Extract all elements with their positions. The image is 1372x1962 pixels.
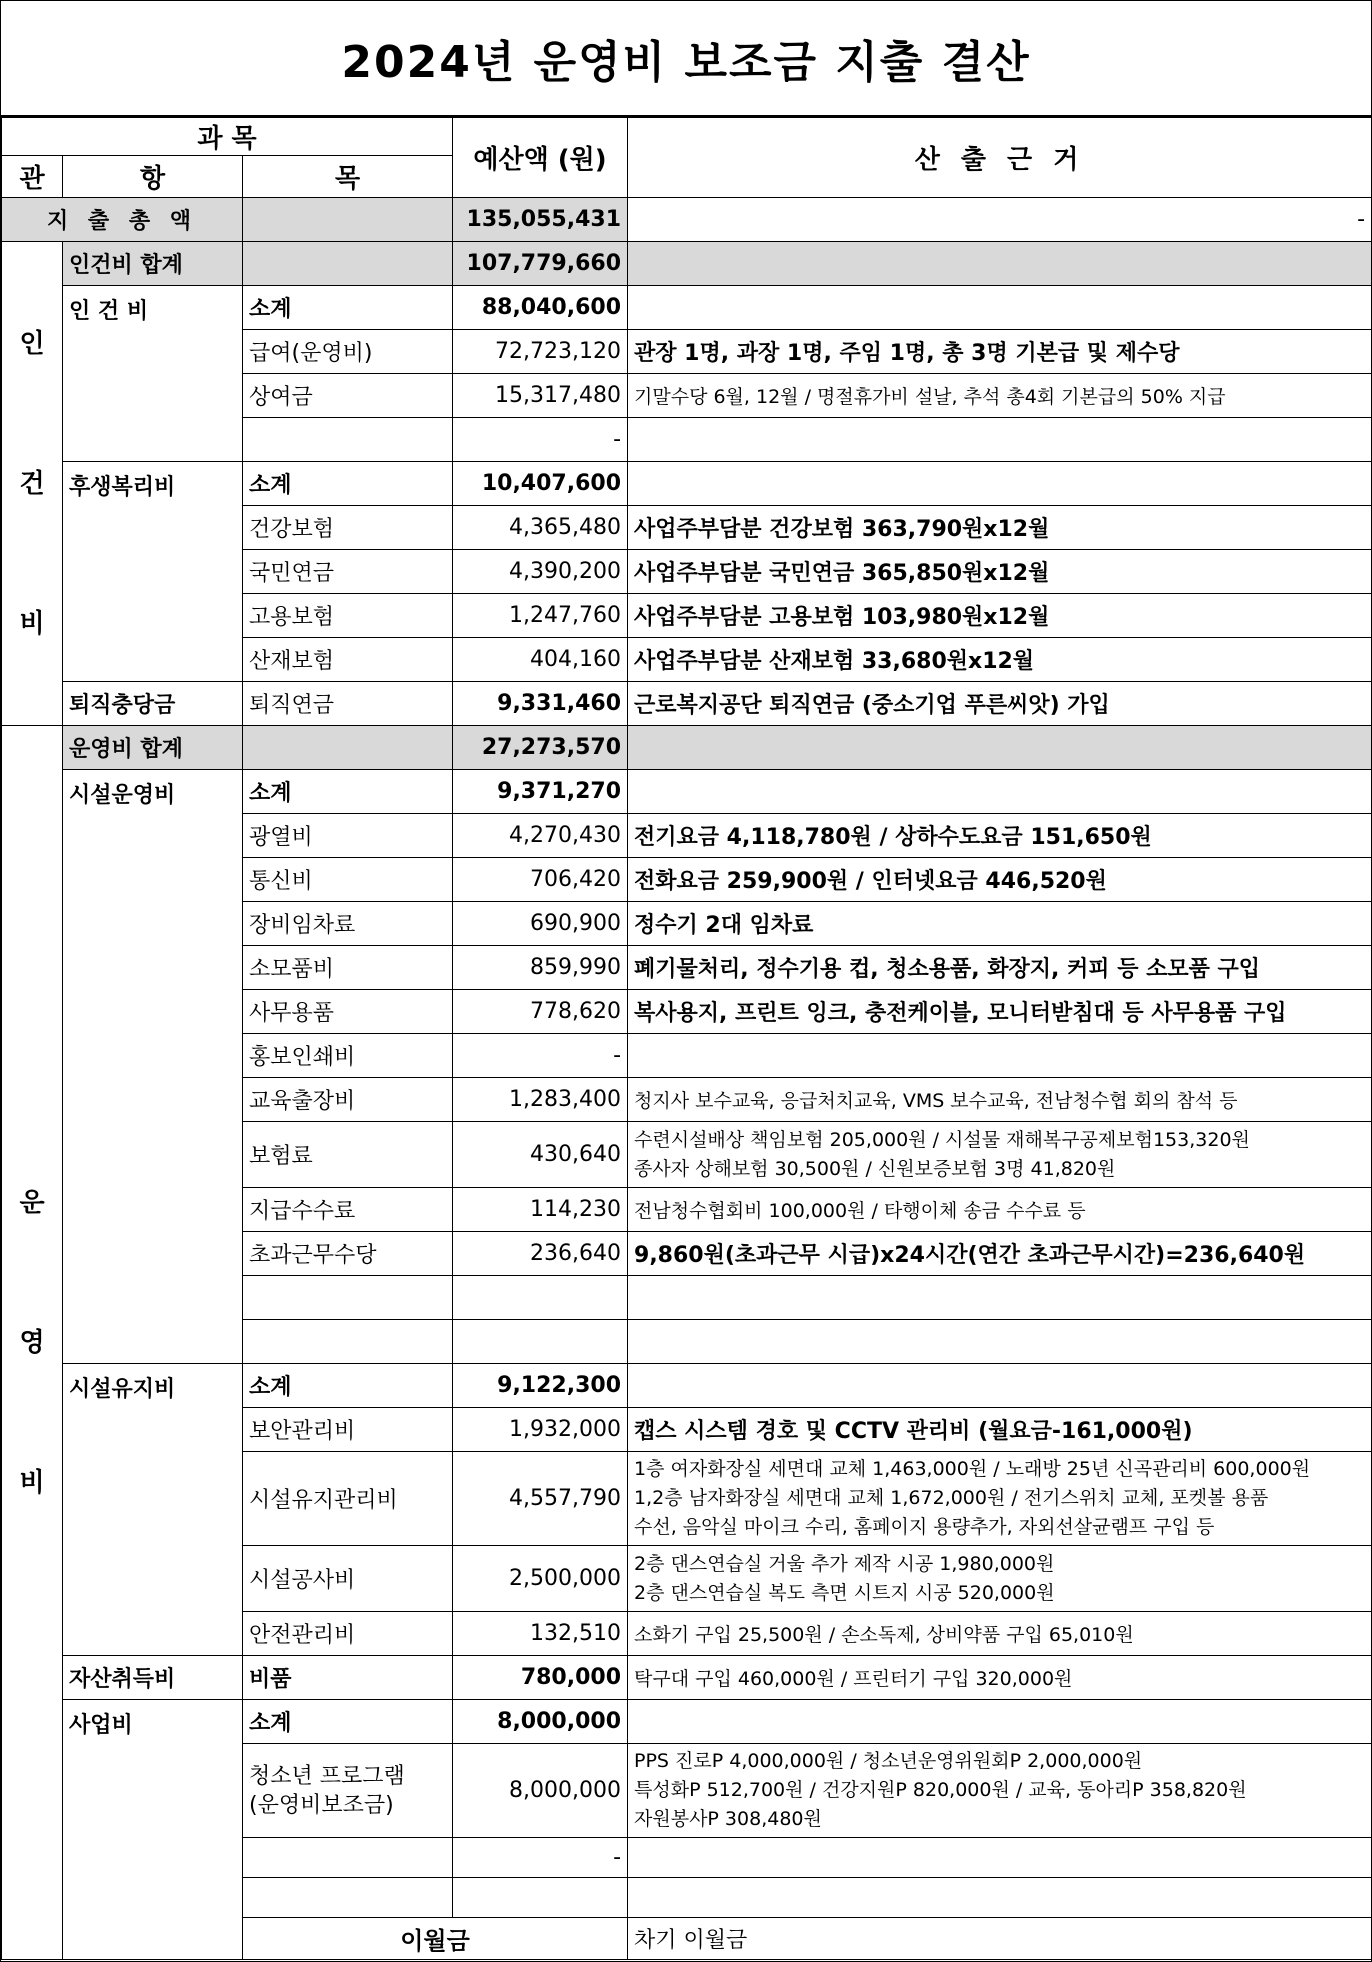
table-row: 상여금 15,317,480 기말수당 6월, 12월 / 명절휴가비 설날, 추석 총4회 기본급의 50% 지급 bbox=[2, 374, 1372, 418]
table-row: 장비임차료 690,900 정수기 2대 임차료 bbox=[2, 902, 1372, 946]
table-row: 홍보인쇄비 - bbox=[2, 1034, 1372, 1078]
table-row: 지급수수료 114,230 전남청수협회비 100,000원 / 타행이체 송금 수수료 등 bbox=[2, 1188, 1372, 1232]
header-basis: 산 출 근 거 bbox=[628, 118, 1372, 198]
group-personnel: 인 건 비 bbox=[2, 242, 63, 726]
table-row: - bbox=[2, 1838, 1372, 1878]
total-row bbox=[2, 198, 1372, 242]
header-budget: 예산액 (원) bbox=[453, 118, 628, 198]
hang-facility-maint: 시설유지비 bbox=[63, 1364, 243, 1656]
operation-total-label: 운영비 합계 bbox=[63, 726, 243, 770]
table-row: 안전관리비 132,510 소화기 구입 25,500원 / 손소독제, 상비약품 구입 65,010원 bbox=[2, 1612, 1372, 1656]
table-row: 고용보험 1,247,760 사업주부담분 고용보험 103,980원x12월 bbox=[2, 594, 1372, 638]
table-row: 퇴직충당금 퇴직연금 9,331,460 근로복지공단 퇴직연금 (중소기업 푸른씨앗) 가입 bbox=[2, 682, 1372, 726]
table-row: 시설유지관리비 4,557,790 1층 여자화장실 세면대 교체 1,463,000원 / 노래방 25년 신곡관리비 600,000원 1,2층 남자화장실 세면대 교체 1,672,000원 / 전기스위치 교체, 포켓볼 용품 수선, 음악실 마이크 수리, 홈페이지 용량추가, 자외선살균램프 구입 등 bbox=[2, 1452, 1372, 1546]
table-row: 시설운영비 소계 9,371,270 bbox=[2, 770, 1372, 814]
header-gwan: 관 bbox=[2, 156, 63, 198]
table-row: 후생복리비 소계 10,407,600 bbox=[2, 462, 1372, 506]
table-row: 초과근무수당 236,640 9,860원(초과근무 시급)x24시간(연간 초과근무시간)=236,640원 bbox=[2, 1232, 1372, 1276]
personnel-total-value: 107,779,660 bbox=[453, 242, 628, 286]
hang-project: 사업비 bbox=[63, 1700, 243, 1960]
header-mok: 목 bbox=[243, 156, 453, 198]
table-row: 자산취득비 비품 780,000 탁구대 구입 460,000원 / 프린터기 구입 320,000원 bbox=[2, 1656, 1372, 1700]
hang-welfare: 후생복리비 bbox=[63, 462, 243, 682]
table-row: 보안관리비 1,932,000 캡스 시스템 경호 및 CCTV 관리비 (월요금-161,000원) bbox=[2, 1408, 1372, 1452]
table-row: 사업비 소계 8,000,000 bbox=[2, 1700, 1372, 1744]
table-row: 교육출장비 1,283,400 청지사 보수교육, 응급처치교육, VMS 보수교육, 전남청수협 회의 참석 등 bbox=[2, 1078, 1372, 1122]
table-row: 산재보험 404,160 사업주부담분 산재보험 33,680원x12월 bbox=[2, 638, 1372, 682]
hang-asset: 자산취득비 bbox=[63, 1656, 243, 1700]
operation-total-value: 27,273,570 bbox=[453, 726, 628, 770]
header-gwamok: 과 목 bbox=[2, 118, 453, 156]
table-row: 인 건 비 소계 88,040,600 bbox=[2, 286, 1372, 330]
table-row: 시설공사비 2,500,000 2층 댄스연습실 거울 추가 제작 시공 1,980,000원 2층 댄스연습실 복도 측면 시트지 시공 520,000원 bbox=[2, 1546, 1372, 1612]
carry-label: 이월금 bbox=[243, 1918, 628, 1960]
page-title: 2024년 운영비 보조금 지출 결산 bbox=[1, 1, 1371, 117]
table-row: 통신비 706,420 전화요금 259,900원 / 인터넷요금 446,520원 bbox=[2, 858, 1372, 902]
total-note: - bbox=[628, 198, 1372, 242]
personnel-total-label: 인건비 합계 bbox=[63, 242, 243, 286]
total-value: 135,055,431 bbox=[453, 198, 628, 242]
total-label: 지 출 총 액 bbox=[2, 198, 243, 242]
table-row: 광열비 4,270,430 전기요금 4,118,780원 / 상하수도요금 151,650원 bbox=[2, 814, 1372, 858]
table-row: 건강보험 4,365,480 사업주부담분 건강보험 363,790원x12월 bbox=[2, 506, 1372, 550]
group-operation: 운 영 비 bbox=[2, 726, 63, 1960]
table-row: 사무용품 778,620 복사용지, 프린트 잉크, 충전케이블, 모니터받침대 등 사무용품 구입 bbox=[2, 990, 1372, 1034]
table-row: - bbox=[2, 418, 1372, 462]
operation-total-row bbox=[2, 726, 1372, 770]
table-row: 소모품비 859,990 폐기물처리, 정수기용 컵, 청소용품, 화장지, 커피 등 소모품 구입 bbox=[2, 946, 1372, 990]
header-hang: 항 bbox=[63, 156, 243, 198]
hang-retirement: 퇴직충당금 bbox=[63, 682, 243, 726]
table-row: 급여(운영비) 72,723,120 관장 1명, 과장 1명, 주임 1명, 총 3명 기본급 및 제수당 bbox=[2, 330, 1372, 374]
carry-row: 이월금 차기 이월금 bbox=[2, 1918, 1372, 1960]
table-row: 국민연금 4,390,200 사업주부담분 국민연금 365,850원x12월 bbox=[2, 550, 1372, 594]
hang-salary: 인 건 비 bbox=[63, 286, 243, 462]
hang-facility-op: 시설운영비 bbox=[63, 770, 243, 1364]
personnel-total-row bbox=[2, 242, 1372, 286]
settlement-table bbox=[1, 117, 1372, 1960]
table-row: 시설유지비 소계 9,122,300 bbox=[2, 1364, 1372, 1408]
table-row: 청소년 프로그램 (운영비보조금) 8,000,000 PPS 진로P 4,000,000원 / 청소년운영위원회P 2,000,000원 특성화P 512,700원 / 건강지원P 820,000원 / 교육, 동아리P 358,820원 자원봉사P 308,480원 bbox=[2, 1744, 1372, 1838]
table-row: 보험료 430,640 수련시설배상 책임보험 205,000원 / 시설물 재해복구공제보험153,320원 종사자 상해보험 30,500원 / 신원보증보험 3명 41,820원 bbox=[2, 1122, 1372, 1188]
